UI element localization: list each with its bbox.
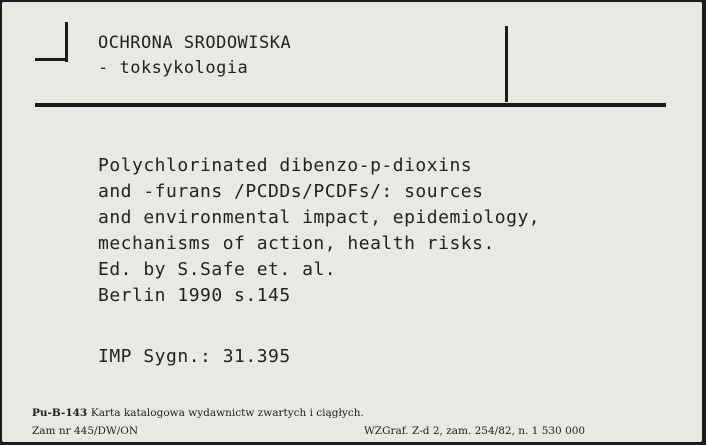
form-title-line xyxy=(32,407,364,419)
form-title: Karta katalogowa wydawnictw zwartych i ciągłych. xyxy=(90,407,364,419)
entry-line: mechanisms of action, health risks. xyxy=(98,233,495,254)
entry-line: and -furans /PCDDs/PCDFs/: sources xyxy=(98,181,484,202)
entry-text xyxy=(98,153,540,309)
entry-line: Polychlorinated dibenzo-p-dioxins xyxy=(98,155,473,176)
corner-bracket-vertical xyxy=(65,22,68,62)
subject-heading: OCHRONA SRODOWISKA xyxy=(98,33,292,53)
printer-info: WZGraf. Z-d 2, zam. 254/82, n. 1 530 000 xyxy=(364,425,586,437)
entry-line: Berlin 1990 s.145 xyxy=(98,285,291,306)
subject-subheading: - toksykologia xyxy=(98,58,249,78)
corner-bracket-horizontal xyxy=(35,58,68,61)
entry-line: and environmental impact, epidemiology, xyxy=(98,207,541,228)
call-number: IMP Sygn.: 31.395 xyxy=(98,346,291,367)
order-number: Zam nr 445/DW/ON xyxy=(32,425,139,437)
catalog-card xyxy=(2,2,702,442)
header-rule xyxy=(35,103,666,107)
entry-line: Ed. by S.Safe et. al. xyxy=(98,259,337,280)
form-code: Pu-B-143 xyxy=(32,407,88,419)
right-vertical-rule xyxy=(505,26,508,102)
